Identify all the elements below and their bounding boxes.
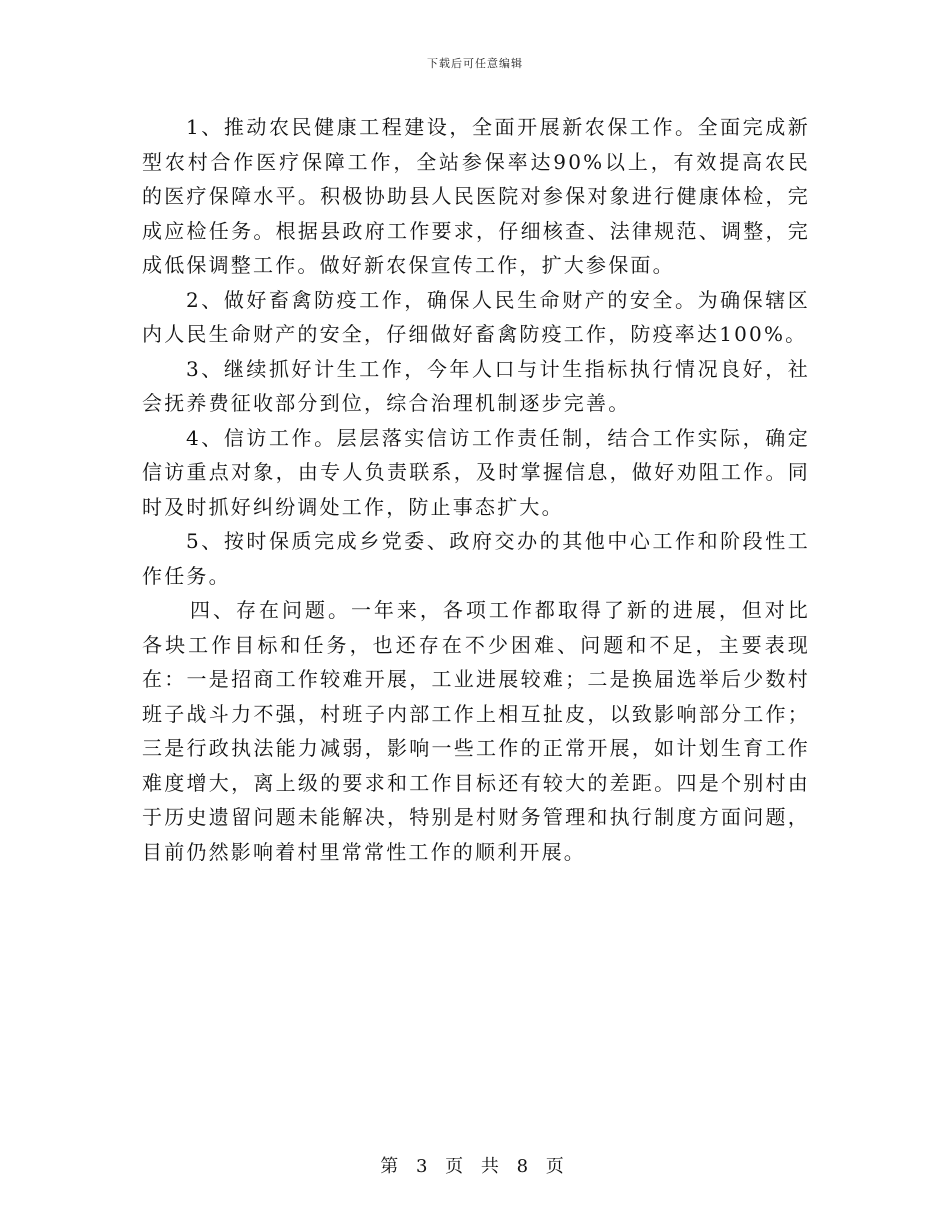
page-number-footer: 第 3 页 共 8 页 xyxy=(380,1156,570,1177)
paragraph-item-5: 5、按时保质完成乡党委、政府交办的其他中心工作和阶段性工作任务。 xyxy=(142,529,810,588)
paragraph-item-4: 4、信访工作。层层落实信访工作责任制，结合工作实际，确定信访重点对象，由专人负责联系，及时掌握信息，做好劝阻工作。同时及时抓好纠纷调处工作，防止事态扩大。 xyxy=(142,425,810,519)
paragraph-item-3: 3、继续抓好计生工作，今年人口与计生指标执行情况良好，社会抚养费征收部分到位，综合治理机制逐步完善。 xyxy=(142,356,810,415)
paragraph-item-2: 2、做好畜禽防疫工作，确保人民生命财产的安全。为确保辖区内人民生命财产的安全，仔细做好畜禽防疫工作，防疫率达100%。 xyxy=(142,287,810,346)
header-note: 下载后可任意编辑 xyxy=(427,57,523,70)
paragraph-item-1: 1、推动农民健康工程建设，全面开展新农保工作。全面完成新型农村合作医疗保障工作，全站参保率达90%以上，有效提高农民的医疗保障水平。积极协助县人民医院对参保对象进行健康体检，完成应检任务。根据县政府工作要求，仔细核查、法律规范、调整，完成低保调整工作。做好新农保宣传工作，扩大参保面。 xyxy=(142,115,810,277)
document-body xyxy=(142,110,810,869)
paragraph-section-4-problems: 四、存在问题。一年来，各项工作都取得了新的进展，但对比各块工作目标和任务，也还存在不少困难、问题和不足，主要表现在：一是招商工作较难开展，工业进展较难；二是换届选举后少数村班子战斗力不强，村班子内部工作上相互扯皮，以致影响部分工作；三是行政执法能力减弱，影响一些工作的正常开展，如计划生育工作难度增大，离上级的要求和工作目标还有较大的差距。四是个别村由于历史遗留问题未能解决，特别是村财务管理和执行制度方面问题，目前仍然影响着村里常常性工作的顺利开展。 xyxy=(142,598,810,864)
